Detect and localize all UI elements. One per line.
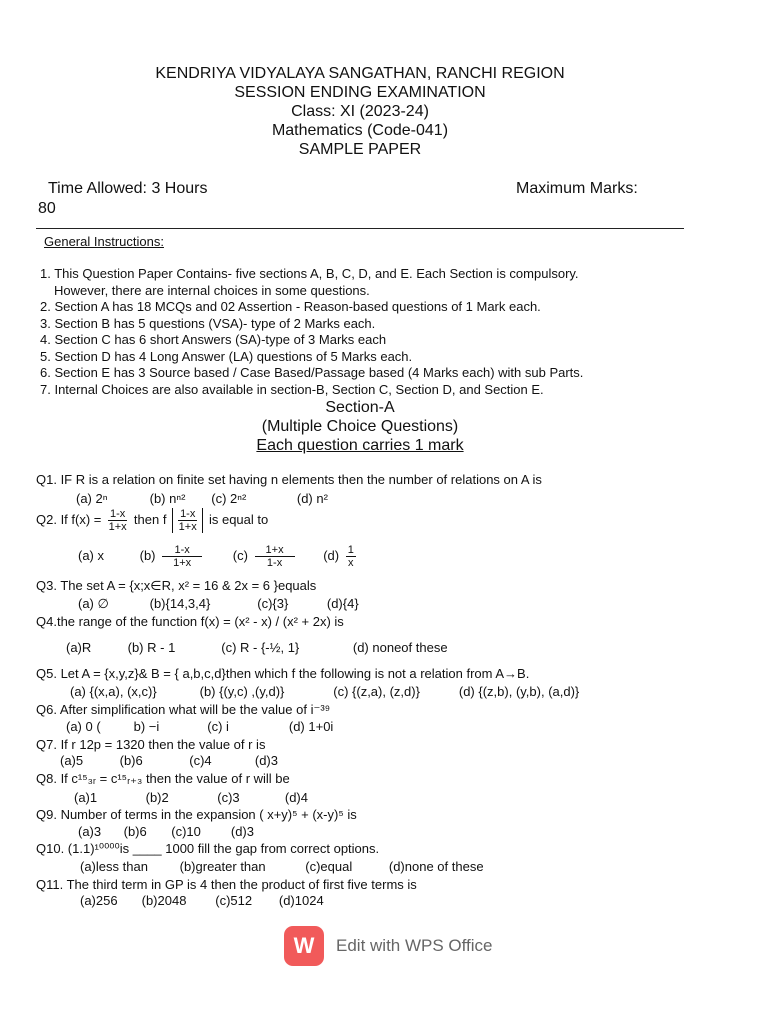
frac-den: 1+x	[108, 521, 127, 533]
option: (a)5	[60, 753, 84, 768]
option: (b)6	[119, 753, 143, 768]
fraction	[255, 544, 295, 569]
header-line-2: SESSION ENDING EXAMINATION	[234, 84, 486, 101]
option: (d)1024	[278, 893, 324, 908]
frac-den: 1+x	[178, 521, 197, 533]
max-marks-value: 80	[38, 200, 56, 217]
section-note: Each question carries 1 mark	[256, 437, 464, 454]
option: (c)4	[189, 753, 212, 768]
option: (b)	[139, 547, 156, 563]
option: (b)6	[123, 824, 147, 839]
question-8: Q8. If c¹⁵₃ᵣ = c¹⁵ᵣ₊₃ then the value of r will be	[36, 771, 290, 786]
question-11-options	[80, 893, 324, 908]
question-2	[36, 508, 268, 533]
frac-den: x	[348, 557, 354, 569]
question-7: Q7. If r 12p = 1320 then the value of r is	[36, 737, 266, 752]
fraction	[346, 544, 356, 569]
option: (c)512	[215, 893, 253, 908]
question-1: Q1. IF R is a relation on finite set having n elements then the number of relations on A is	[36, 472, 542, 487]
option: (a)R	[66, 640, 92, 655]
option: (c)10	[171, 824, 201, 839]
option: (a) 2ⁿ	[76, 491, 108, 506]
option: (d)3	[254, 753, 278, 768]
divider	[36, 228, 684, 229]
option: (d) 1+0i	[288, 719, 334, 734]
q2-text: then f	[133, 511, 167, 527]
instruction-item: 3. Section B has 5 questions (VSA)- type of 2 Marks each.	[40, 315, 376, 331]
header-line-3: Class: XI (2023-24)	[291, 103, 429, 120]
question-3: Q3. The set A = {x;x∈R, x² = 16 & 2x = 6 }equals	[36, 578, 317, 593]
option: (a) {(x,a), (x,c)}	[70, 684, 157, 699]
frac-den: 1-x	[266, 557, 283, 569]
fraction	[108, 508, 127, 533]
instructions-list	[40, 266, 700, 398]
instruction-item: 7. Internal Choices are also available in section-B, Section C, Section D, and Section E.	[40, 381, 544, 397]
option: (a) ∅	[78, 596, 109, 611]
option: (a)256	[80, 893, 118, 908]
question-5: Q5. Let A = {x,y,z}& B = { a,b,c,d}then which f the following is not a relation from A→B.	[36, 666, 530, 681]
question-4: Q4.the range of the function f(x) = (x² - x) / (x² + 2x) is	[36, 614, 344, 629]
question-9: Q9. Number of terms in the expansion ( x+y)⁵ + (x-y)⁵ is	[36, 807, 357, 822]
q2-text: is equal to	[208, 511, 269, 527]
option: (c){3}	[257, 596, 289, 611]
wps-watermark[interactable]	[284, 926, 493, 966]
option: (d)	[323, 547, 340, 563]
option: (d) {(z,b), (y,b), (a,d)}	[458, 684, 580, 699]
question-8-options	[74, 790, 308, 805]
option: (a)1	[74, 790, 98, 805]
max-marks-label: Maximum Marks:	[516, 180, 638, 197]
question-6-options	[66, 719, 333, 734]
option: (b){14,3,4}	[149, 596, 211, 611]
option: (c)equal	[305, 859, 353, 874]
option: (c)3	[217, 790, 240, 805]
question-9-options	[78, 824, 254, 839]
instruction-item: 4. Section C has 6 short Answers (SA)-type of 3 Marks each	[40, 332, 387, 347]
question-7-options	[60, 753, 278, 768]
option: (d) n²	[296, 491, 328, 506]
time-allowed: Time Allowed: 3 Hours	[48, 180, 208, 197]
instruction-item: 1. This Question Paper Contains- five sections A, B, C, D, and E. Each Section is compulsory.	[40, 266, 579, 281]
option: (b)2	[145, 790, 169, 805]
frac-num: 1	[347, 544, 354, 556]
section-heading	[0, 398, 720, 455]
option: (d){4}	[326, 596, 359, 611]
question-4-options	[66, 640, 448, 655]
option: (a) x	[78, 547, 104, 563]
option: (c) i	[207, 719, 229, 734]
option: (a)less than	[80, 859, 148, 874]
wps-edit-text: Edit with WPS Office	[336, 936, 493, 955]
section-subtitle: (Multiple Choice Questions)	[261, 418, 459, 435]
option: (d) noneof these	[352, 640, 448, 655]
question-5-options	[70, 684, 579, 699]
instruction-item: 6. Section E has 3 Source based / Case Based/Passage based (4 Marks each) with sub Parts.	[40, 365, 584, 380]
option: b) −i	[133, 719, 160, 734]
frac-den: 1+x	[173, 557, 192, 569]
frac-num: 1+x	[255, 544, 295, 557]
header-line-4: Mathematics (Code-041)	[271, 122, 449, 139]
option: (a) 0 (	[66, 719, 101, 734]
fraction	[162, 544, 202, 569]
frac-num: 1-x	[180, 508, 196, 520]
question-3-options	[78, 596, 359, 612]
option: (b)greater than	[179, 859, 266, 874]
option: (c)	[232, 547, 248, 563]
frac-num: 1-x	[110, 508, 126, 520]
section-title: Section-A	[325, 399, 395, 416]
option: (b) R - 1	[127, 640, 176, 655]
option: (c) 2ⁿ²	[211, 491, 247, 506]
option: (c) R - {-½, 1}	[221, 640, 300, 655]
question-2-options	[78, 544, 359, 569]
question-1-options	[76, 491, 328, 506]
frac-num: 1-x	[162, 544, 202, 557]
wps-logo-icon: W	[284, 926, 324, 966]
q2-text: Q2. If f(x) =	[36, 511, 102, 527]
question-10-options	[80, 859, 484, 874]
header-line-5: SAMPLE PAPER	[298, 141, 422, 158]
instruction-item: However, there are internal choices in some questions.	[54, 282, 370, 298]
question-10: Q10. (1.1)¹⁰⁰⁰⁰is ____ 1000 fill the gap from correct options.	[36, 841, 380, 856]
instructions-title: General Instructions:	[44, 234, 164, 249]
option: (b) {(y,c) ,(y,d)}	[199, 684, 285, 699]
option: (a)3	[78, 824, 102, 839]
option: (d)3	[230, 824, 254, 839]
option: (b)2048	[141, 893, 187, 908]
fraction	[178, 508, 197, 533]
instruction-item: 5. Section D has 4 Long Answer (LA) questions of 5 Marks each.	[40, 348, 413, 364]
header-line-1: KENDRIYA VIDYALAYA SANGATHAN, RANCHI REGION	[155, 65, 565, 82]
question-6: Q6. After simplification what will be the value of i⁻³⁹	[36, 702, 331, 717]
exam-header	[0, 64, 720, 159]
bracket	[172, 508, 203, 533]
option: (d)4	[284, 790, 308, 805]
option: (b) nⁿ²	[149, 491, 186, 506]
question-11: Q11. The third term in GP is 4 then the product of first five terms is	[36, 877, 417, 892]
instruction-item: 2. Section A has 18 MCQs and 02 Assertion - Reason-based questions of 1 Mark each.	[40, 299, 541, 314]
option: (c) {(z,a), (z,d)}	[333, 684, 420, 699]
option: (d)none of these	[388, 859, 484, 874]
